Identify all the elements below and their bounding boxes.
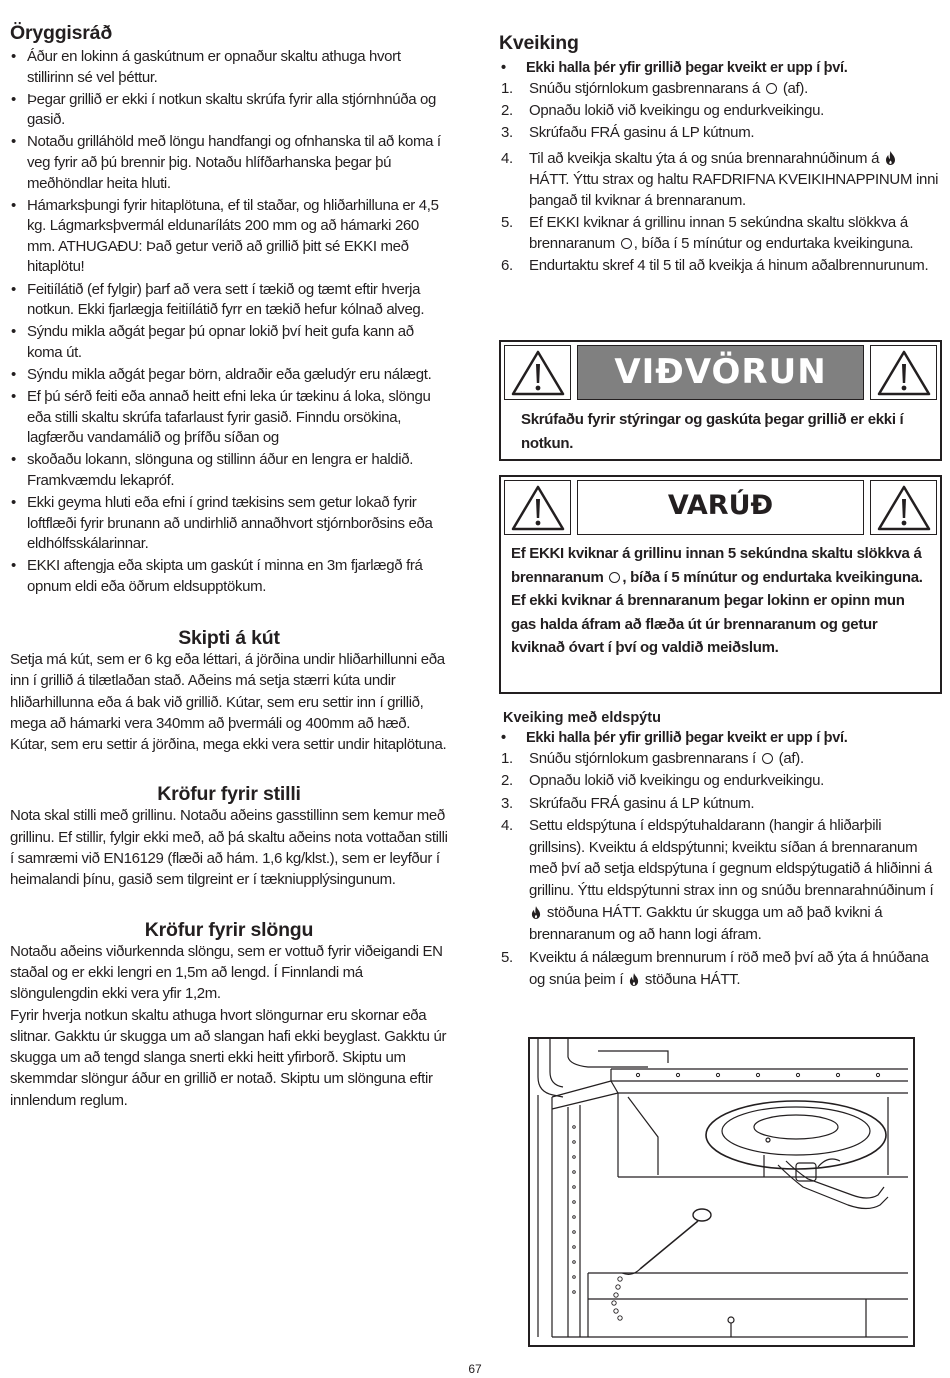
- list-item: 2. Opnaðu lokið við kveikingu og endurkveikingu.: [501, 772, 825, 790]
- hose-heading: Kröfur fyrir slöngu: [144, 918, 314, 941]
- regulator-heading: Kröfur fyrir stilli: [157, 783, 301, 806]
- list-item: • Sýndu mikla aðgát þegar þú opnar lokið því heit gufa kann að koma út.: [10, 322, 448, 363]
- list-item: 6. Endurtaktu skref 4 til 5 til að kveikja á hinum aðalbrennurunum.: [501, 257, 929, 274]
- match-steps: [499, 748, 940, 991]
- list-item: 1. Snúðu stjórnlokum gasbrennarans í (af).: [501, 750, 804, 767]
- caution-box: [499, 475, 942, 694]
- caution-banner: VARÚÐ: [577, 480, 864, 535]
- flame-icon: [885, 151, 896, 165]
- list-item: • skoðaðu lokann, slönguna og stillinn áður en lengra er haldið. Framkvæmdu lekapróf.: [10, 450, 448, 491]
- safety-heading: Öryggisráð: [10, 22, 113, 44]
- list-item: • EKKI aftengja eða skipta um gaskút í minna en 3m fjarlægð frá opnum eldi eða öðrum eldsupptökum.: [10, 556, 448, 597]
- list-item: • Sýndu mikla aðgát þegar börn, aldraðir eða gæludýr eru nálægt.: [10, 365, 448, 386]
- list-item: • Þegar grillið er ekki í notkun skaltu skrúfa fyrir alla stjórnhnúða og gasið.: [10, 90, 448, 131]
- ignition-lead: • Ekki halla þér yfir grillið þegar kveikt er upp í því.: [501, 60, 848, 76]
- list-item: 3. Skrúfaðu FRÁ gasinu á LP kútnum.: [501, 124, 755, 141]
- flame-icon: [531, 906, 541, 919]
- caution-text: Ef EKKI kviknar á grillinu innan 5 sekúndna skaltu slökkva á brennaranum , bíða í 5 mínútur og endurtaka kveikinguna. Ef ekki kviknar á brennaranum þegar lokinn er opinn mun gas halda áfram að flæða út úr brennaranum og getur kviknað óvart í því og valdið meiðslum.: [511, 545, 923, 656]
- list-item: • Ef þú sérð feiti eða annað heitt efni leka úr tækinu á loka, slöngu eða stilli skaltu skrúfa tafarlaust fyrir gasið. Finndu orsökina, lagfærðu vandamálið og þrífðu síðan og: [10, 387, 448, 449]
- warning-triangle-icon: [504, 480, 571, 535]
- hose-text: Notaðu aðeins viðurkennda slöngu, sem er vottuð fyrir viðeigandi EN staðal og er ekki lengri en 1,5m að lengd. Í Finnlandi má slöngulengdin ekki vera yfir 1,2m.: [10, 942, 443, 1003]
- list-item: • Ekki geyma hluti eða efni í grind tækisins sem getur lokað fyrir loftflæði fyrir brunann að undirhlið annaðhvort stjórnborðsins eða eldhólfsskálarinnar.: [10, 493, 448, 555]
- list-item: • Hámarksþungi fyrir hitaplötuna, ef til staðar, og hliðarhilluna er 4,5 kg. Lágmarksþvermál eldunaríláts 200 mm og að hámarki 260 mm. ATHUGAÐU: Það getur verið að grillið þitt sé EKKI með hitaplötu!: [10, 196, 448, 278]
- flame-icon: [629, 973, 639, 986]
- grill-match-illustration: [528, 1037, 915, 1347]
- left-column: [10, 22, 448, 1111]
- safety-list: [10, 47, 448, 597]
- hose-text: Fyrir hverja notkun skaltu athuga hvort slöngurnar eru skornar eða slitnar. Gakktu úr skugga um að slangan hafi ekki beyglast. Gakktu úr skugga um að tengd slanga snerti ekki heitt yfirborð. Skiptu um skemmdar slöngur áður en grillið er notað. Skiptu um slönguna eftir innlendum reglum.: [10, 1006, 447, 1109]
- list-item: 3. Skrúfaðu FRÁ gasinu á LP kútnum.: [501, 794, 755, 812]
- ignition-heading: Kveiking: [499, 32, 579, 54]
- warning-box: [499, 340, 942, 461]
- off-circle-icon: [762, 753, 773, 764]
- warning-triangle-icon: [504, 345, 571, 400]
- list-item: 4. Settu eldspýtuna í eldspýtuhaldarann (hangir á hliðarþili grillsins). Kveiktu á eldspýtunni; kveiktu síðan á brennaranum með því að setja eldspýtuna í gegnum eldspýtugatið á hliðinni á grillinu. Ýttu eldspýtunni strax inn og snúðu brennarahnúðinum í stöðuna HÁTT. Gakktu úr skugga um að það kvikni á brennaranum og að hann logi áfram.: [501, 816, 934, 943]
- warning-triangle-icon: [870, 480, 937, 535]
- list-item: • Áður en lokinn á gaskútnum er opnaður skaltu athuga hvort stillirinn sé vel þéttur.: [10, 47, 448, 88]
- match-lead: • Ekki halla þér yfir grillið þegar kveikt er upp í því.: [501, 730, 848, 746]
- off-circle-icon: [621, 238, 632, 249]
- list-item: • Feitiílátið (ef fylgir) þarf að vera sett í tækið og tæmt eftir hverja notkun. Ekki fjarlægja feitiílátið fyrr en tækið hefur kólnað alveg.: [10, 280, 448, 321]
- list-item: 5. Kveiktu á nálægum brennurum í röð með því að ýta á hnúðana og snúa þeim í stöðuna HÁTT.: [501, 948, 929, 988]
- warning-banner: VIÐVÖRUN: [577, 345, 864, 400]
- match-section: [499, 708, 940, 992]
- warning-triangle-icon: [870, 345, 937, 400]
- cylinder-heading: Skipti á kút: [178, 626, 280, 649]
- ignition-section: [499, 32, 940, 277]
- off-circle-icon: [609, 572, 620, 583]
- list-item: • Notaðu grilláhöld með löngu handfangi og ofnhanska til að koma í veg fyrir að þú brennir þig. Notaðu hlífðarhanska þegar þú meðhöndlar heita hluti.: [10, 132, 448, 194]
- match-heading: Kveiking með eldspýtu: [503, 710, 661, 726]
- off-circle-icon: [766, 83, 777, 94]
- ignition-steps: [499, 78, 940, 276]
- list-item: 2. Opnaðu lokið við kveikingu og endurkveikingu.: [501, 102, 825, 119]
- list-item: 4. Til að kveikja skaltu ýta á og snúa brennarahnúðinum á HÁTT. Ýttu strax og haltu RAFDRIFNA KVEIKIHNAPPINUM inni þangað til kviknar á brennaranum.: [501, 150, 939, 209]
- list-item: 5. Ef EKKI kviknar á grillinu innan 5 sekúndna skaltu slökkva á brennaranum , bíða í 5 mínútur og endurtaka kveikinguna.: [501, 214, 914, 252]
- warning-text: Skrúfaðu fyrir stýringar og gaskúta þegar grillið er ekki í notkun.: [521, 411, 904, 452]
- regulator-text: Nota skal stilli með grillinu. Notaðu aðeins gasstillinn sem kemur með grillinu. Ef stillir, fylgir ekki með, að þá skaltu aðeins nota vottaðan stilli í samræmi við EN16129 (flæði að hám. 1,6 kg/klst.), sem er leyfður í heimalandi þínu, gasið sem tilgreint er í tækniupplýsingunum.: [10, 807, 448, 889]
- list-item: 1. Snúðu stjórnlokum gasbrennarans á (af).: [501, 80, 808, 97]
- cylinder-text: Setja má kút, sem er 6 kg eða léttari, á jörðina undir hliðarhillunni eða inn í grillið á tilætlaðan stað. Aðeins má setja stærri kúta undir hliðarhillunna eða á bak við grillið. Kútar, sem eru settir inn í grillið, mega að hámarki vera 340mm að þvermáli og 400mm að hæð. Kútar, sem eru settir á jörðina, mega ekki vera settir undir hitaplötuna.: [10, 650, 447, 754]
- page-number: 67: [468, 1362, 482, 1376]
